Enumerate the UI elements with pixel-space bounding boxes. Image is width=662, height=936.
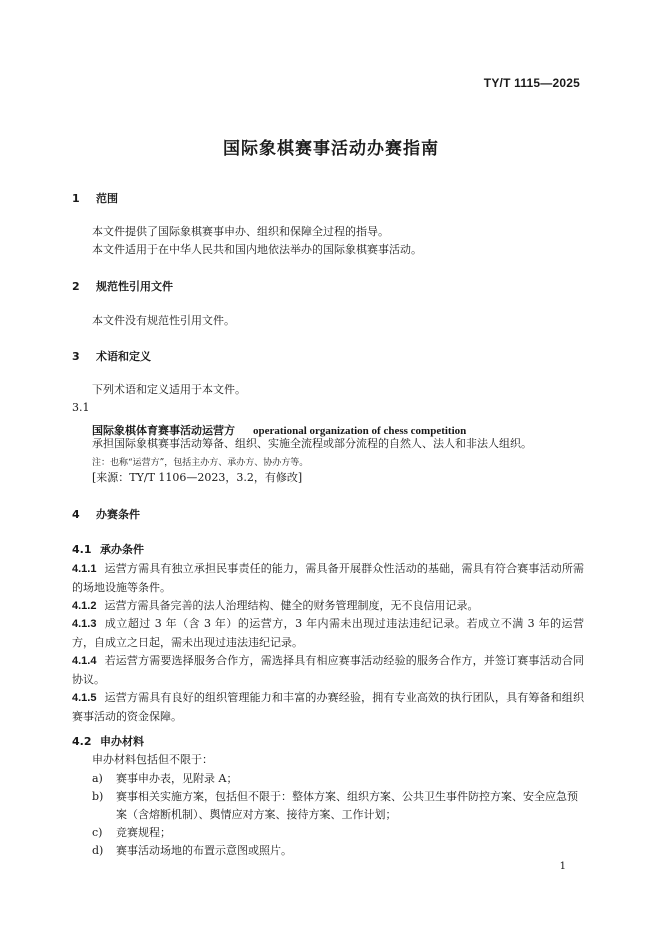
subsection-4-1-heading <box>72 541 144 557</box>
list-item <box>92 788 582 824</box>
list-text: 赛事活动场地的布置示意图或照片。 <box>116 844 292 857</box>
section-4-heading <box>72 506 140 522</box>
subsection-4-2-heading <box>72 733 144 749</box>
list-label: c) <box>92 826 103 839</box>
term-source: [来源：TY/T 1106—2023，3.2，有修改] <box>92 471 303 484</box>
clause-number: 4.1.1 <box>72 563 97 575</box>
list-text: 赛事申办表，见附录 A； <box>116 772 238 785</box>
clause-number: 4.1.5 <box>72 692 97 704</box>
subsection-title: 申办材料 <box>100 735 144 748</box>
term-number: 3.1 <box>72 401 90 414</box>
section-number: 1 <box>72 192 80 205</box>
clause-4-1-4 <box>72 652 584 689</box>
term-note: 注：也称“运营方”，包括主办方、承办方、协办方等。 <box>92 458 309 468</box>
list-item <box>92 842 582 860</box>
subsection-number: 4.1 <box>72 543 92 556</box>
subsection-number: 4.2 <box>72 735 92 748</box>
section-number: 4 <box>72 508 80 521</box>
section-title: 范围 <box>96 192 118 205</box>
section-number: 3 <box>72 350 80 363</box>
paragraph: 本文件没有规范性引用文件。 <box>92 314 235 327</box>
clause-number: 4.1.2 <box>72 600 97 612</box>
section-title: 办赛条件 <box>96 508 140 521</box>
clause-number: 4.1.3 <box>72 618 97 630</box>
clause-4-1-1 <box>72 560 584 597</box>
clause-text: 运营方需具有独立承担民事责任的能力，需具备开展群众性活动的基础，需具有符合赛事活动所需的场地设施等条件。 <box>72 562 584 594</box>
clause-text: 成立超过 3 年（含 3 年）的运营方，3 年内需未出现过违法违纪记录。若成立不满 3 年的运营方，自成立之日起，需未出现过违法违纪记录。 <box>72 617 584 649</box>
paragraph: 本文件提供了国际象棋赛事申办、组织和保障全过程的指导。 <box>92 225 389 238</box>
subsection-title: 承办条件 <box>100 543 144 556</box>
document-title: 国际象棋赛事活动办赛指南 <box>223 139 439 159</box>
list-label: d) <box>92 844 104 857</box>
clause-4-1-2 <box>72 597 584 616</box>
clause-text: 若运营方需要选择服务合作方，需选择具有相应赛事活动经验的服务合作方，并签订赛事活动合同协议。 <box>72 654 584 686</box>
list-label: a) <box>92 772 103 785</box>
clause-text: 运营方需具备完善的法人治理结构、健全的财务管理制度，无不良信用记录。 <box>104 599 479 612</box>
term-chinese: 国际象棋体育赛事活动运营方 <box>92 424 235 437</box>
clause-4-1-5 <box>72 689 584 726</box>
section-number: 2 <box>72 280 80 293</box>
clause-text: 运营方需具有良好的组织管理能力和丰富的办赛经验，拥有专业高效的执行团队，具有筹备和组织赛事活动的资金保障。 <box>72 691 584 723</box>
list-item <box>92 770 582 788</box>
page-number: 1 <box>559 861 566 872</box>
section-3-heading <box>72 348 151 364</box>
standard-code: TY/T 1115—2025 <box>483 76 580 90</box>
list-item <box>92 824 582 842</box>
list-text: 竞赛规程； <box>116 826 171 839</box>
section-1-heading <box>72 190 118 206</box>
list-label: b) <box>92 790 104 803</box>
paragraph: 下列术语和定义适用于本文件。 <box>92 383 246 396</box>
section-title: 规范性引用文件 <box>96 280 173 293</box>
paragraph: 申办材料包括但不限于： <box>92 753 213 766</box>
term-definition: 承担国际象棋赛事活动筹备、组织、实施全流程或部分流程的自然人、法人和非法人组织。 <box>92 437 532 450</box>
paragraph: 本文件适用于在中华人民共和国内地依法举办的国际象棋赛事活动。 <box>92 243 422 256</box>
clause-number: 4.1.4 <box>72 655 97 667</box>
term-english: operational organization of chess competition <box>253 425 467 437</box>
list-text: 赛事相关实施方案，包括但不限于：整体方案、组织方案、公共卫生事件防控方案、安全应急预案（含熔断机制）、舆情应对方案、接待方案、工作计划； <box>116 790 578 821</box>
section-title: 术语和定义 <box>96 350 151 363</box>
section-2-heading <box>72 278 173 294</box>
clause-4-1-3 <box>72 615 584 652</box>
